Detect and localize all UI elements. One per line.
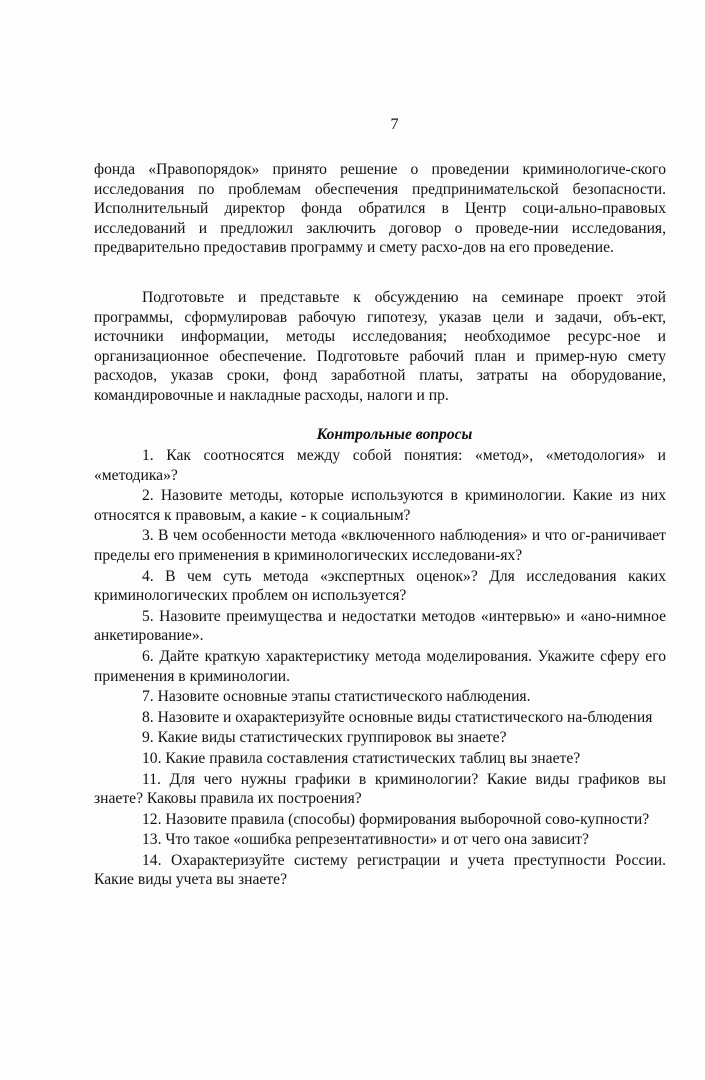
page-number: 7 [390,116,399,133]
section-title: Контрольные вопросы [316,426,473,443]
question-item: 13. Что такое «ошибка репрезентативности» и от чего она зависит? [142,831,589,849]
question-item: 3. В чем особенности метода «включенного наблюдения» и что ог-раничивает пределы его применения в криминологических исследовани-ях? [94,527,666,564]
intro-paragraph-2-block [94,288,666,405]
question-item: 14. Охарактеризуйте систему регистрации и учета преступности России. Какие виды учета вы знаете? [94,851,666,889]
question-item: 1. Как соотносятся между собой понятия: «метод», «методология» и «методика»? [94,447,666,484]
intro-paragraph-1: фонда «Правопорядок» принято решение о проведении криминологиче-ского исследования по проблемам обеспечения предпринимательской безопасности. Исполнительный директор фонда обратился в Центр соци-ально-правовых исследований и предложил заключить договор о проведе-нии исследования, предварительно предоставив программу и смету расхо-дов на его проведение. [94,161,666,256]
question-item: 12. Назовите правила (способы) формирования выборочной сово-купности? [142,810,650,828]
question-item: 10. Какие правила составления статистических таблиц вы знаете? [142,749,581,767]
question-item: 6. Дайте краткую характеристику метода моделирования. Укажите сферу его применения в криминологии. [94,647,666,685]
question-item: 2. Назовите методы, которые используются в криминологии. Какие из них относятся к правовым, а какие - к социальным? [94,487,666,524]
question-item: 9. Какие виды статистических группировок вы знаете? [142,729,507,747]
intro-paragraph-1-block [94,160,666,258]
questions-list [94,446,666,891]
question-item: 8. Назовите и охарактеризуйте основные виды статистического на-блюдения [142,708,653,726]
question-item: 11. Для чего нужны графики в криминологии? Какие виды графиков вы знаете? Каковы правила их построения? [94,770,666,808]
intro-paragraph-2: Подготовьте и представьте к обсуждению на семинаре проект этой программы, сформулировав рабочую гипотезу, указав цели и задачи, объ-ект, источники информации, методы исследования; необходимое ресурс-ное и организационное обеспечение. Подготовьте рабочий план и пример-ную смету расходов, указав сроки, фонд заработной платы, затраты на оборудование, командировочные и накладные расходы, налоги и пр. [94,289,666,404]
question-item: 4. В чем суть метода «экспертных оценок»? Для исследования каких криминологических проблем он используется? [94,567,666,605]
question-item: 7. Назовите основные этапы статистического наблюдения. [142,688,531,706]
question-item: 5. Назовите преимущества и недостатки методов «интервью» и «ано-нимное анкетирование». [94,607,666,645]
